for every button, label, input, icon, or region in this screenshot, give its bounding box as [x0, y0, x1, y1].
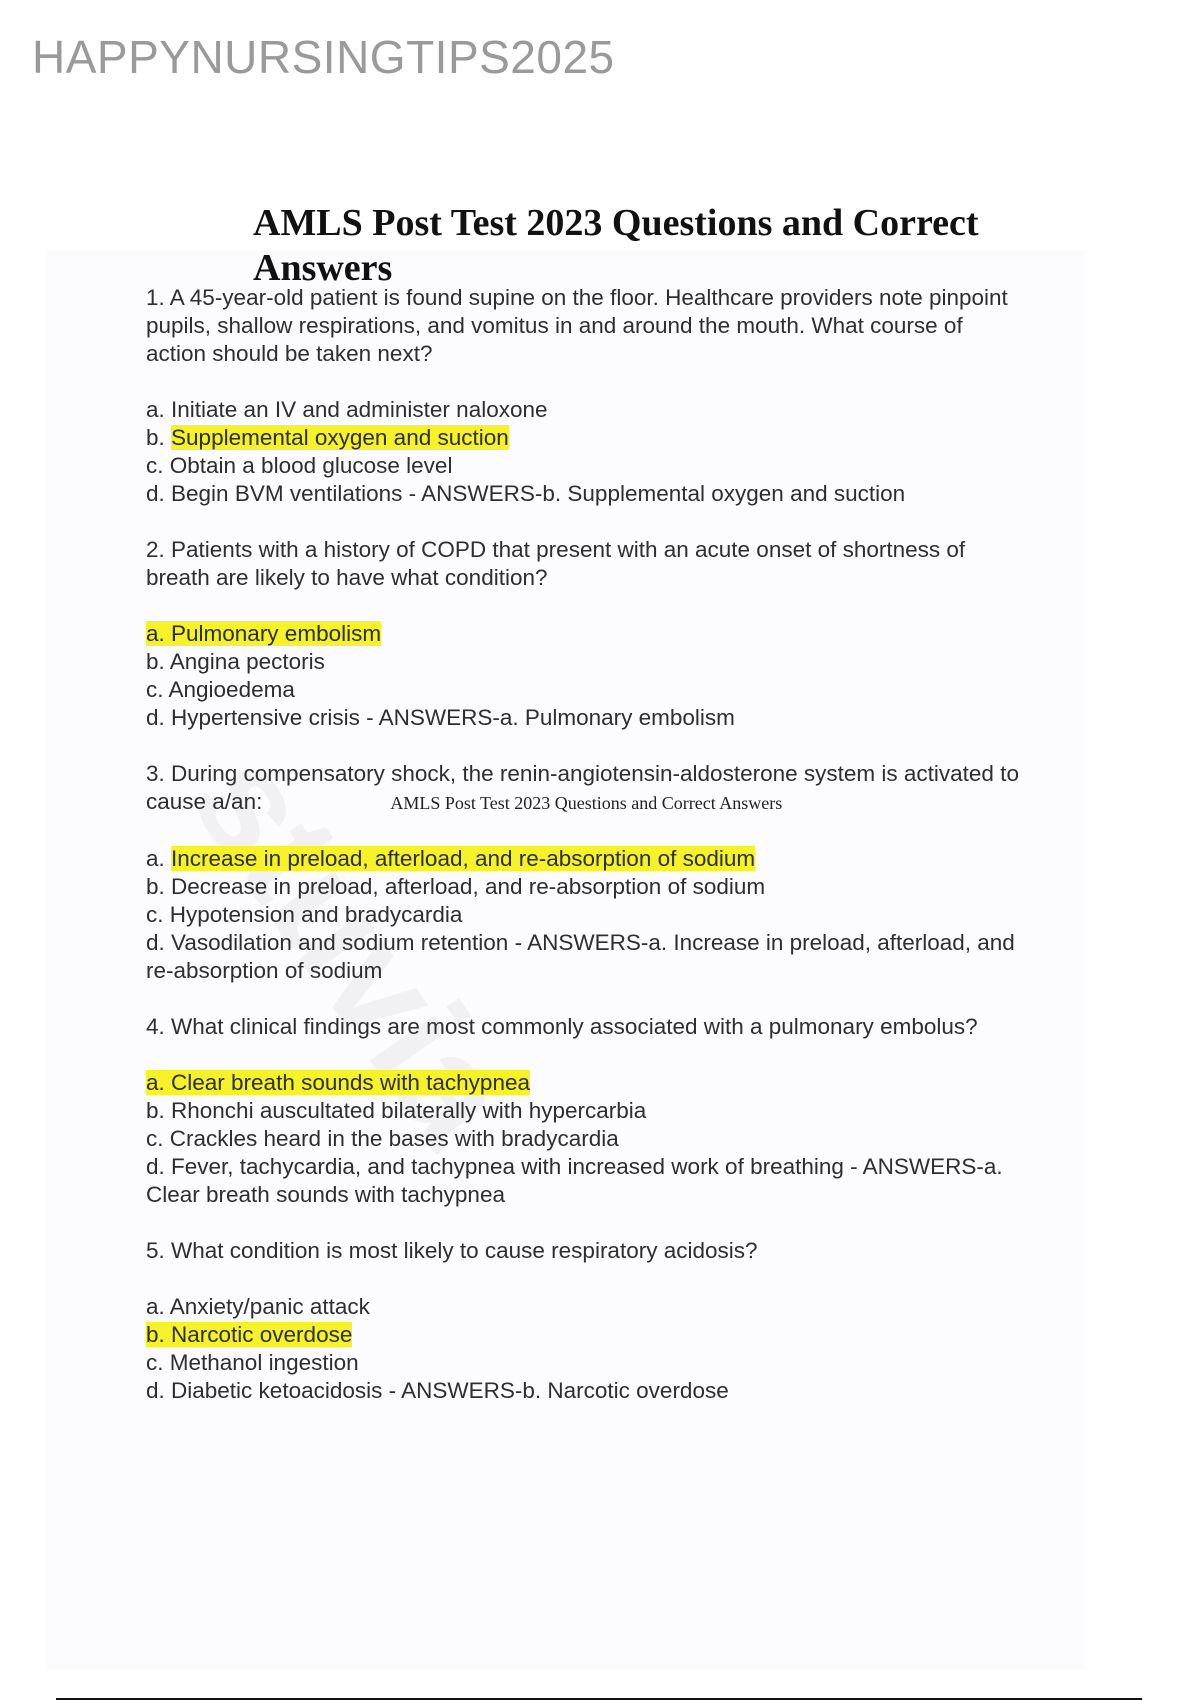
- question-stem: pupils, shallow respirations, and vomitus in and around the mouth. What course of: [146, 313, 963, 338]
- option-c: c. Angioedema: [146, 677, 295, 702]
- highlighted-answer: a. Pulmonary embolism: [146, 621, 382, 646]
- highlighted-answer: Increase in preload, afterload, and re-absorption of sodium: [171, 846, 756, 871]
- option-b: b. Angina pectoris: [146, 649, 325, 674]
- option-d: d. Fever, tachycardia, and tachypnea with increased work of breathing - ANSWERS-a.: [146, 1154, 1003, 1179]
- question-stem: 4. What clinical findings are most commonly associated with a pulmonary embolus?: [146, 1014, 978, 1039]
- option-c: c. Methanol ingestion: [146, 1350, 359, 1375]
- option-a: a. Anxiety/panic attack: [146, 1294, 370, 1319]
- option-b: b. Rhonchi auscultated bilaterally with hypercarbia: [146, 1098, 647, 1123]
- option-b: b. Decrease in preload, afterload, and re-absorption of sodium: [146, 874, 766, 899]
- question-stem: 3. During compensatory shock, the renin-angiotensin-aldosterone system is activated to: [146, 761, 1019, 786]
- question-2: [146, 536, 1096, 732]
- header-watermark-text: HAPPYNURSINGTIPS2025: [32, 31, 615, 83]
- option-a: [146, 1069, 1096, 1097]
- option-b: [146, 424, 1096, 452]
- highlighted-answer: b. Narcotic overdose: [146, 1322, 353, 1347]
- option-a: a. Initiate an IV and administer naloxone: [146, 397, 548, 422]
- option-a: [146, 845, 1096, 873]
- question-1: [146, 284, 1096, 508]
- option-a: [146, 620, 1096, 648]
- question-3: [146, 760, 1096, 985]
- option-d: d. Begin BVM ventilations - ANSWERS-b. Supplemental oxygen and suction: [146, 481, 906, 506]
- question-5: [146, 1237, 1096, 1405]
- document-body: [146, 284, 1096, 1405]
- inline-page-caption: AMLS Post Test 2023 Questions and Correct Answers: [390, 793, 783, 813]
- question-stem: [146, 788, 1096, 817]
- question-stem: 1. A 45-year-old patient is found supine on the floor. Healthcare providers note pinpoint: [146, 285, 1008, 310]
- document-title: AMLS Post Test 2023 Questions and Correct Answers: [253, 202, 979, 290]
- option-c: c. Crackles heard in the bases with bradycardia: [146, 1126, 619, 1151]
- highlighted-answer: a. Clear breath sounds with tachypnea: [146, 1070, 530, 1095]
- question-stem: breath are likely to have what condition?: [146, 565, 548, 590]
- option-prefix: b.: [146, 425, 172, 450]
- question-stem: action should be taken next?: [146, 341, 433, 366]
- question-stem-text: cause a/an:: [146, 789, 263, 814]
- option-d-continued: re-absorption of sodium: [146, 958, 383, 983]
- option-d-continued: Clear breath sounds with tachypnea: [146, 1182, 505, 1207]
- option-c: c. Obtain a blood glucose level: [146, 453, 453, 478]
- question-stem: 5. What condition is most likely to cause respiratory acidosis?: [146, 1238, 758, 1263]
- question-4: [146, 1013, 1096, 1209]
- option-d: d. Hypertensive crisis - ANSWERS-a. Pulmonary embolism: [146, 705, 735, 730]
- option-c: c. Hypotension and bradycardia: [146, 902, 463, 927]
- highlighted-answer: Supplemental oxygen and suction: [171, 425, 509, 450]
- question-stem: 2. Patients with a history of COPD that present with an acute onset of shortness of: [146, 537, 966, 562]
- option-b: [146, 1321, 1096, 1349]
- option-d: d. Diabetic ketoacidosis - ANSWERS-b. Narcotic overdose: [146, 1378, 729, 1403]
- option-d: d. Vasodilation and sodium retention - ANSWERS-a. Increase in preload, afterload, and: [146, 930, 1015, 955]
- option-prefix: a.: [146, 846, 172, 871]
